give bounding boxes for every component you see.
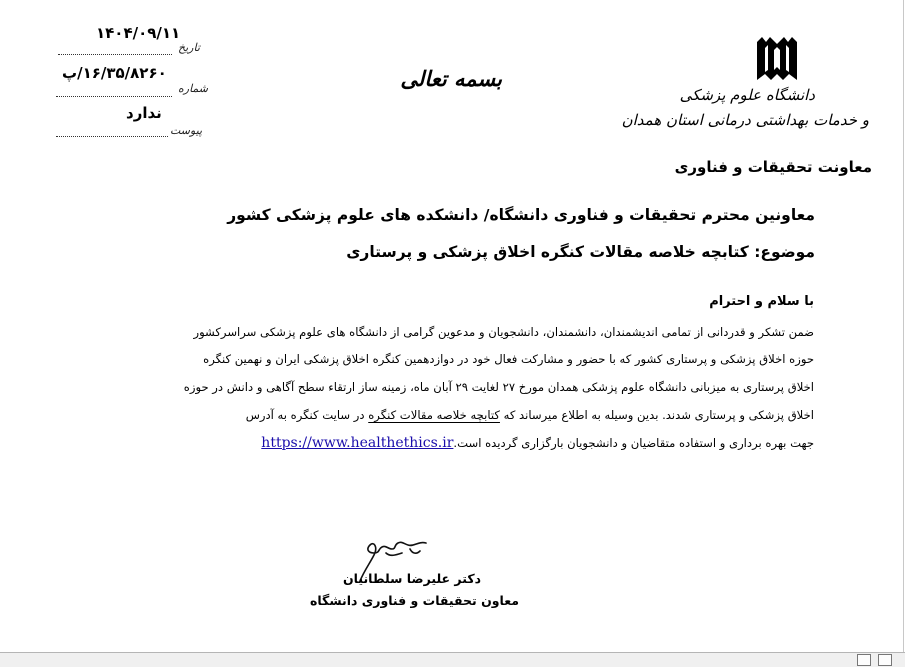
university-name: دانشگاه علوم پزشکی — [679, 86, 815, 104]
signer-name: دکتر علیرضا سلطانیان — [343, 571, 481, 586]
status-bar — [0, 652, 905, 667]
congress-website-link[interactable]: https://www.healthethics.ir — [261, 435, 454, 451]
paragraph-line-3: اخلاق پرستاری به میزبانی دانشگاه علوم پزشکی همدان مورخ ۲۷ لغایت ۲۹ آبان ماه، زمینه ساز ارتقاء سطح آگاهی و دانش در حوزه — [183, 380, 814, 394]
university-logo-icon — [756, 34, 798, 82]
number-dots — [56, 96, 172, 97]
basmala: بسمه تعالی — [400, 66, 502, 91]
date-dots — [58, 54, 172, 55]
view-mode-icon[interactable] — [857, 654, 871, 666]
number-label: شماره — [178, 82, 209, 95]
greeting: با سلام و احترام — [709, 294, 814, 309]
department-title: معاونت تحقیقات و فناوری — [674, 158, 872, 176]
paragraph-line-5 — [261, 435, 814, 451]
layout-mode-icon[interactable] — [878, 654, 892, 666]
line4-after: در سایت کنگره به آدرس — [245, 408, 369, 422]
recipient: معاونین محترم تحقیقات و فناوری دانشگاه/ دانشکده های علوم پزشکی کشور — [227, 206, 815, 224]
date-value: ۱۴۰۴/۰۹/۱۱ — [96, 24, 181, 42]
attachment-value: ندارد — [126, 104, 162, 122]
attachment-label: پیوست — [170, 124, 203, 137]
signer-title: معاون تحقیقات و فناوری دانشگاه — [309, 593, 519, 608]
abstract-book-text: کتابچه خلاصه مقالات کنگره — [368, 408, 500, 422]
line4-before: اخلاق پزشکی و پرستاری شدند. بدین وسیله به اطلاع میرساند که — [499, 408, 814, 422]
number-value: ۱۶/۳۵/۸۲۶۰/پ — [62, 64, 167, 82]
university-subtitle: و خدمات بهداشتی درمانی استان همدان — [621, 111, 869, 129]
paragraph-line-4 — [246, 408, 814, 422]
date-label: تاریخ — [178, 41, 200, 54]
paragraph-line-2: حوزه اخلاق پزشکی و پرستاری کشور که با حضور و مشارکت فعال خود در دوازدهمین کنگره اخلاق پزشکی ایران و نهمین کنگره — [203, 352, 814, 366]
subject: موضوع: کتابچه خلاصه مقالات کنگره اخلاق پزشکی و پرستاری — [346, 243, 815, 261]
attachment-dots — [56, 136, 168, 137]
paragraph-line-1: ضمن تشکر و قدردانی از تمامی اندیشمندان، دانشمندان، دانشجویان و مدعوین گرامی از دانشگاه های علوم پزشکی سراسرکشور — [193, 325, 814, 339]
line5-text: جهت بهره برداری و استفاده متقاضیان و دانشجویان بارگزاری گردیده است. — [453, 436, 814, 450]
